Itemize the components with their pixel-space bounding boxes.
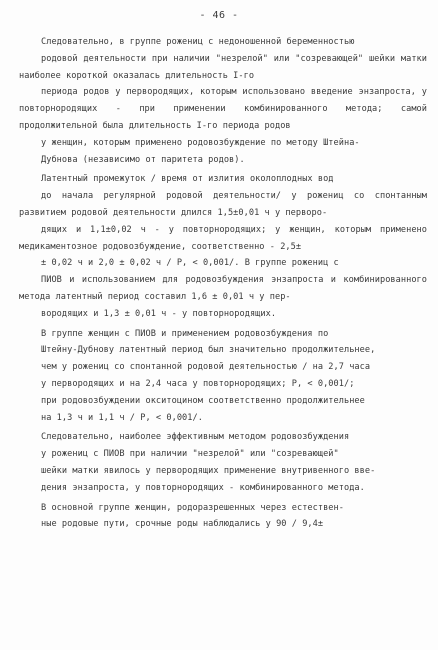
text-line: Следовательно, в группе рожениц с недоношенной беременностью <box>41 37 355 47</box>
paragraph <box>19 326 427 427</box>
text-line: дящих и 1,1±0,02 ч - у повторнородящих; у женщин, которым применено медикаментозное родовозбуждение, соответственно - 2,5± <box>19 224 427 252</box>
paragraph <box>19 171 427 322</box>
text-line: В основной группе женщин, родоразрешенных через естествен- <box>41 502 344 513</box>
text-line: до начала регулярной родовой деятельности/ у рожениц со спонтанным развитием родовой деятельности длился 1,5±0,01 ч у перворо- <box>19 191 427 218</box>
text-line: Следовательно, наиболее эффективным методом родовозбуждения <box>41 432 350 443</box>
body-text <box>19 34 427 533</box>
paragraph <box>19 500 427 534</box>
text-line: Дубнова (независимо от паритета родов). <box>41 154 245 165</box>
text-line: периода родов у первородящих, которым использовано введение энзапроста, у повторнородящих - при применении комбинированного метода; самой продолжительной была длительность I-го периода родов <box>19 87 427 131</box>
text-line: у рожениц с ПИОВ при наличии "незрелой" или "созревающей" <box>41 449 339 460</box>
page-number: - 46 - <box>199 10 239 21</box>
text-line: ные родовые пути, срочные роды наблюдались у 90 / 9,4± <box>41 519 324 530</box>
paragraph <box>19 429 427 496</box>
text-line: у первородящих и на 2,4 часа у повторнородящих; P, < 0,001/; <box>41 378 355 389</box>
text-line: чем у рожениц со спонтанной родовой деятельностью / на 2,7 часа <box>41 362 371 373</box>
text-line: на 1,3 ч и 1,1 ч / P, < 0,001/. <box>41 412 203 423</box>
text-line: Латентный промежуток / время от излития околоплодных вод <box>41 174 334 185</box>
text-line: дения энзапроста, у повторнородящих - комбинированного метода. <box>41 482 365 493</box>
text-line: ПИОВ и использованием для родовозбуждения энзапроста и комбинированного метода латентный период составил 1,6 ± 0,01 ч у пер- <box>19 275 427 302</box>
text-line: родовой деятельности при наличии "незрелой" или "созревающей" шейки матки наиболее короткой оказалась длительность I-го <box>19 53 427 81</box>
text-line: ± 0,02 ч и 2,0 ± 0,02 ч / P, < 0,001/. В группе рожениц с <box>41 258 339 269</box>
text-line: В группе женщин с ПИОВ и применением родовозбуждения по <box>41 328 329 339</box>
text-line: у женщин, которым применено родовозбуждение по методу Штейна- <box>41 137 360 148</box>
text-line: шейки матки явилось у первородящих применение внутривенного вве- <box>41 465 376 476</box>
text-line: вородящих и 1,3 ± 0,01 ч - у повторнородящих. <box>41 308 277 319</box>
text-line: Штейну-Дубнову латентный период был значительно продолжительнее, <box>41 345 376 356</box>
text-line: при родовозбуждении окситоцином соответственно продолжительнее <box>41 395 365 406</box>
paragraph <box>19 34 427 168</box>
